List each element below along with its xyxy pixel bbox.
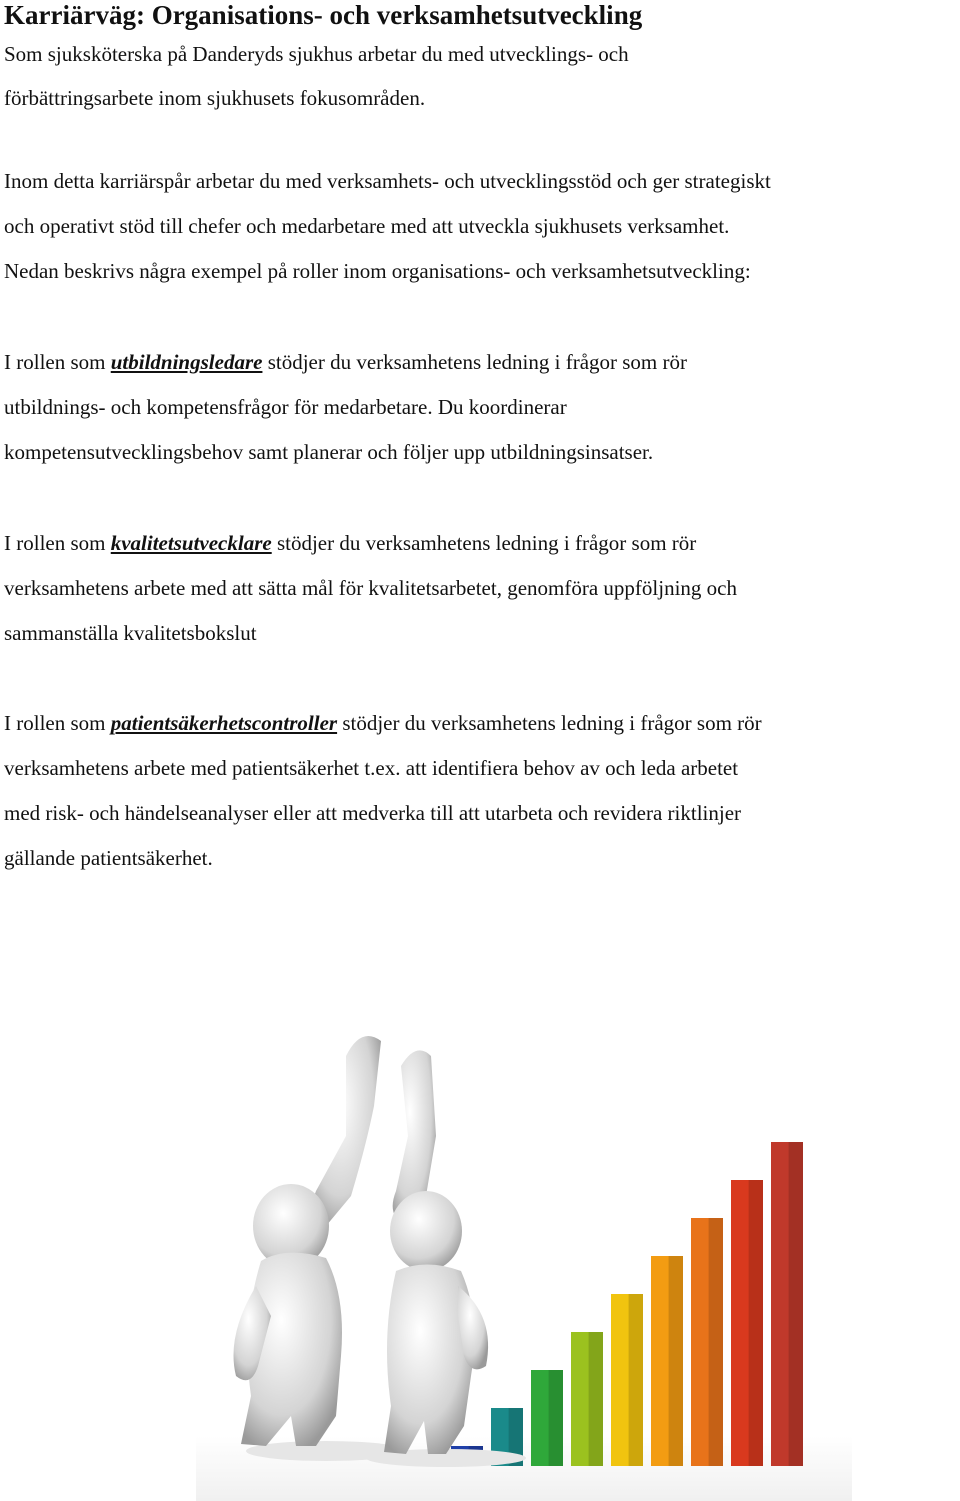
illustration-bar-shade [749,1180,763,1466]
role-line: sammanställa kvalitetsbokslut [4,621,257,645]
role-suffix: stödjer du verksamhetens ledning i frågor som rör [271,531,697,555]
role-first-line [4,340,956,385]
career-line: Nedan beskrivs några exempel på roller inom organisations- och verksamhetsutveckling: [4,259,751,283]
role-line: utbildnings- och kompetensfrågor för medarbetare. Du koordinerar [4,395,567,419]
role-line: med risk- och händelseanalyser eller att medverka till att utarbeta och revidera riktlinjer [4,801,742,825]
teamwork-illustration [196,996,852,1501]
illustration-bar-shade [669,1256,683,1466]
illustration-bar-shade [709,1218,723,1466]
career-paragraph [4,159,956,294]
role-paragraph-utbildningsledare [4,340,956,475]
role-paragraph-patientsakerhetscontroller [4,701,956,881]
role-line: gällande patientsäkerhet. [4,846,213,870]
intro-line: Som sjuksköterska på Danderyds sjukhus arbetar du med utvecklings- och [4,42,629,66]
role-name: kvalitetsutvecklare [110,531,272,555]
role-name: utbildningsledare [110,350,263,374]
career-line: och operativt stöd till chefer och medarbetare med att utveckla sjukhusets verksamhet. [4,214,730,238]
illustration-bar-shade [629,1294,643,1466]
intro-paragraph [4,32,954,120]
role-name: patientsäkerhetscontroller [110,711,338,735]
role-paragraph-kvalitetsutvecklare [4,521,956,656]
role-line: verksamhetens arbete med patientsäkerhet t.ex. att identifiera behov av och leda arbetet [4,756,739,780]
career-line: Inom detta karriärspår arbetar du med verksamhets- och utvecklingsstöd och ger strategiskt [4,169,771,193]
role-prefix: I rollen som [4,350,111,374]
illustration-bar-shade [789,1142,803,1466]
role-line: kompetensutvecklingsbehov samt planerar och följer upp utbildningsinsatser. [4,440,654,464]
role-first-line [4,701,956,746]
role-suffix: stödjer du verksamhetens ledning i frågor som rör [262,350,688,374]
intro-line: förbättringsarbete inom sjukhusets fokusområden. [4,86,426,110]
page-title: Karriärväg: Organisations- och verksamhetsutveckling [4,0,643,30]
role-prefix: I rollen som [4,531,111,555]
role-line: verksamhetens arbete med att sätta mål för kvalitetsarbetet, genomföra uppföljning och [4,576,737,600]
role-suffix: stödjer du verksamhetens ledning i frågor som rör [337,711,762,735]
illustration-bar-shade [589,1332,603,1466]
role-prefix: I rollen som [4,711,111,735]
role-first-line [4,521,956,566]
illustration-bar-shade [549,1370,563,1466]
